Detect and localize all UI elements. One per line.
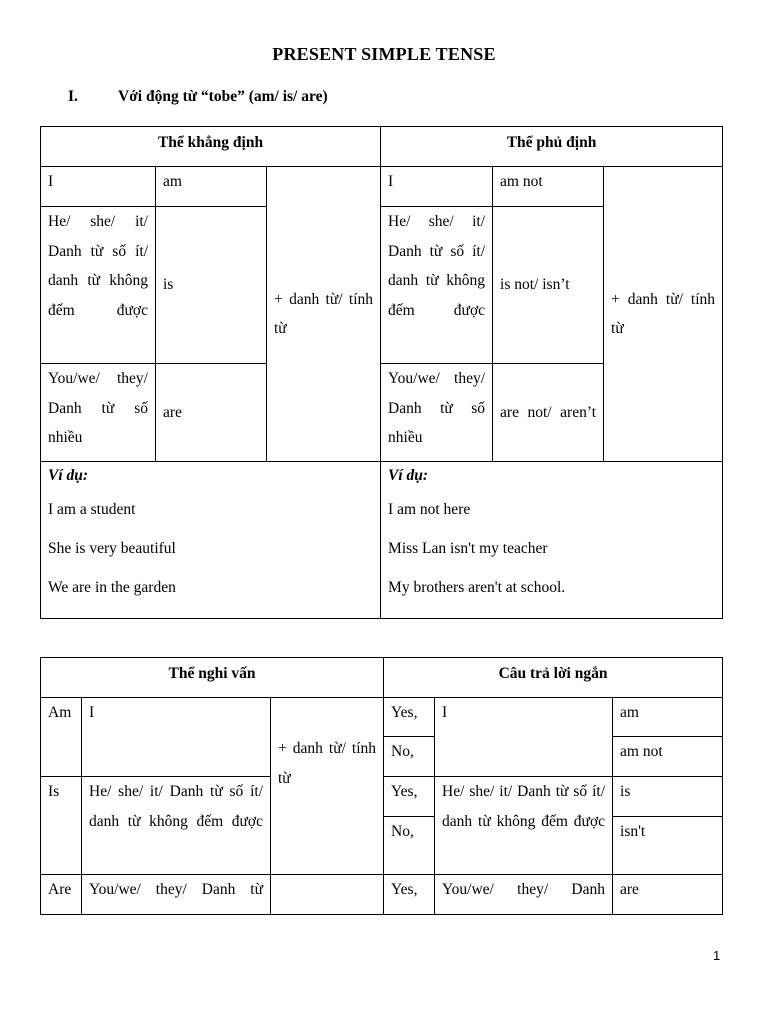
tobe-table xyxy=(40,126,723,619)
aff-verb-is: is xyxy=(156,207,267,364)
a-subject-singular: He/ she/ it/ Danh từ số ít/ danh từ không đếm được xyxy=(435,777,613,875)
aff-subject-plural: You/we/ they/ Danh từ số nhiều xyxy=(41,364,156,462)
neg-subject-singular: He/ she/ it/ Danh từ số ít/ danh từ không đếm được xyxy=(381,207,493,364)
q-complement: + danh từ/ tính từ xyxy=(271,698,384,875)
q-aux-are: Are xyxy=(41,875,82,915)
a-verb-am-not: am not xyxy=(613,737,723,777)
neg-example-2: Miss Lan isn't my teacher xyxy=(388,540,548,557)
neg-example-1: I am not here xyxy=(388,501,471,518)
aff-examples-label: Ví dụ: xyxy=(48,467,89,484)
a-subject-i: I xyxy=(435,698,613,777)
section-heading xyxy=(68,88,328,106)
negative-header: Thể phủ định xyxy=(381,127,723,167)
affirmative-header: Thể khẳng định xyxy=(41,127,381,167)
a-yes-1: Yes, xyxy=(384,698,435,737)
neg-examples xyxy=(381,462,723,619)
question-header: Thể nghi vấn xyxy=(41,658,384,698)
neg-examples-label: Ví dụ: xyxy=(388,467,429,484)
neg-example-3: My brothers aren't at school. xyxy=(388,579,566,596)
neg-verb-are-not: are not/ aren’t xyxy=(493,364,604,462)
a-verb-am: am xyxy=(613,698,723,737)
q-subject-singular: He/ she/ it/ Danh từ số ít/ danh từ không đếm được xyxy=(82,777,271,875)
question-table xyxy=(40,657,723,915)
aff-example-3: We are in the garden xyxy=(48,579,176,596)
a-yes-2: Yes, xyxy=(384,777,435,817)
section-number: I. xyxy=(68,88,78,105)
a-subject-plural: You/we/ they/ Danh xyxy=(435,875,613,915)
aff-verb-are: are xyxy=(156,364,267,462)
aff-example-2: She is very beautiful xyxy=(48,540,176,557)
aff-complement: + danh từ/ tính từ xyxy=(267,167,381,462)
neg-complement: + danh từ/ tính từ xyxy=(604,167,723,462)
q-subject-i: I xyxy=(82,698,271,777)
a-no-1: No, xyxy=(384,737,435,777)
section-text: Với động từ “tobe” (am/ is/ are) xyxy=(118,88,328,105)
neg-subject-plural: You/we/ they/ Danh từ số nhiều xyxy=(381,364,493,462)
q-aux-is: Is xyxy=(41,777,82,875)
aff-subject-singular: He/ she/ it/ Danh từ số ít/ danh từ không đếm được xyxy=(41,207,156,364)
a-no-2: No, xyxy=(384,817,435,875)
a-yes-3: Yes, xyxy=(384,875,435,915)
aff-subject-i: I xyxy=(41,167,156,207)
q-subject-plural: You/we/ they/ Danh từ xyxy=(82,875,271,915)
page-title: PRESENT SIMPLE TENSE xyxy=(272,44,496,64)
page-number: 1 xyxy=(713,948,721,963)
q-complement-empty xyxy=(271,875,384,915)
a-verb-are: are xyxy=(613,875,723,915)
neg-subject-i: I xyxy=(381,167,493,207)
aff-verb-am: am xyxy=(156,167,267,207)
neg-verb-am-not: am not xyxy=(493,167,604,207)
a-verb-is: is xyxy=(613,777,723,817)
answer-header: Câu trả lời ngắn xyxy=(384,658,723,698)
aff-example-1: I am a student xyxy=(48,501,136,518)
aff-examples xyxy=(41,462,381,619)
q-aux-am: Am xyxy=(41,698,82,777)
neg-verb-is-not: is not/ isn’t xyxy=(493,207,604,364)
a-verb-isnt: isn't xyxy=(613,817,723,875)
